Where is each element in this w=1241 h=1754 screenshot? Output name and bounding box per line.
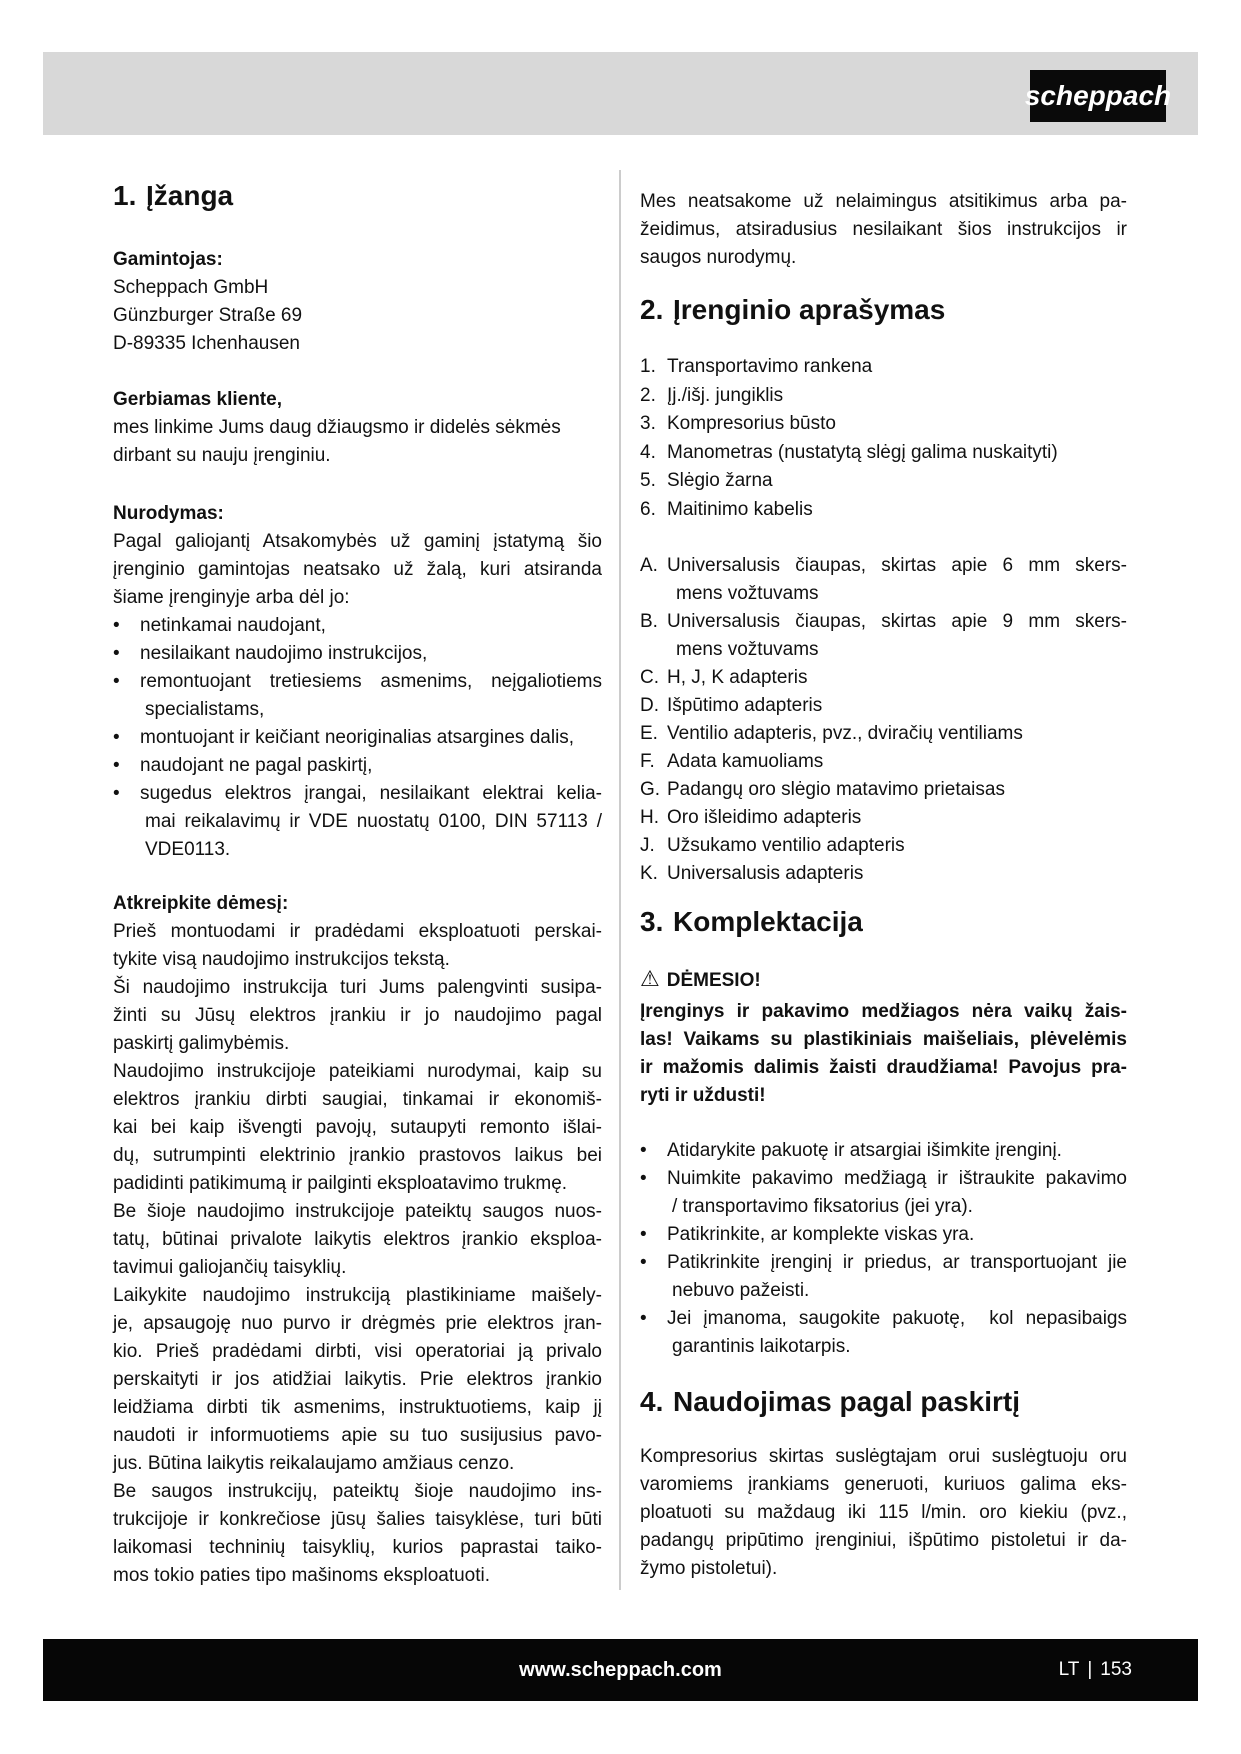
text-line: ryti ir uždusti! (640, 1085, 766, 1106)
text-line: mens vožtuvams (676, 639, 819, 660)
list-item (640, 832, 1127, 860)
text-line: Ši naudojimo instrukcija turi Jums palengvinti susipa- (113, 977, 602, 998)
section-heading-4 (640, 1384, 1127, 1420)
list-item-text (667, 1165, 1127, 1221)
list-item-text (667, 776, 1127, 804)
list-item (640, 748, 1127, 776)
list-marker: D. (640, 695, 659, 716)
text-line: kai bei kaip išvengti pavojų, sutaupyti remonto išlai- (113, 1117, 602, 1138)
list-item (640, 382, 1127, 411)
list-marker: • (113, 671, 120, 692)
text-line: H, J, K adapteris (667, 667, 808, 688)
text-line: Adata kamuoliams (667, 751, 824, 772)
list-item (640, 664, 1127, 692)
adapter-list (640, 552, 1127, 888)
list-item (640, 496, 1127, 525)
list-item-text (667, 496, 1127, 525)
list-item (640, 720, 1127, 748)
list-item-text (667, 1305, 1127, 1361)
heading-title: Komplektacija (673, 906, 863, 937)
list-item (640, 1305, 1127, 1361)
text-line: Kompresorius būsto (667, 413, 836, 434)
text-line: Laikykite naudojimo instrukciją plastikiniame maišely- (113, 1285, 602, 1306)
text-line: kio. Prieš pradėdami dirbti, visi operatoriai ją privalo (113, 1341, 602, 1362)
list-marker: J. (640, 835, 655, 856)
column-divider (619, 170, 621, 1590)
list-item-text (667, 832, 1127, 860)
text-line: Maitinimo kabelis (667, 498, 813, 520)
text-line: sugedus elektros įrangai, nesilaikant elektrai kelia- (140, 783, 602, 804)
text-line: dų, sutrumpinti elektrinio įrankio prastovos laikus bei (113, 1145, 602, 1166)
list-marker: 1. (640, 356, 656, 377)
attention-label: Atkreipkite dėmesį: (113, 893, 289, 914)
manufacturer-label: Gamintojas: (113, 249, 223, 270)
text-line: elektros įrankiu dirbti saugiai, tinkamai ir ekonomiš- (113, 1089, 602, 1110)
text-line: Patikrinkite įrenginį ir priedus, ar transportuojant jie (667, 1252, 1127, 1273)
list-marker: 2. (640, 384, 656, 406)
text-line: Be saugos instrukcijų, pateiktų šioje naudojimo ins- (113, 1481, 602, 1502)
list-item-text (667, 860, 1127, 888)
list-item (640, 410, 1127, 439)
list-item-text (667, 608, 1127, 664)
text-line: Patikrinkite, ar komplekte viskas yra. (667, 1224, 975, 1245)
footer-language: LT (1058, 1659, 1080, 1680)
heading-number: 2. (640, 294, 664, 325)
list-marker: 3. (640, 413, 656, 434)
text-line: žeidimus, atsiradusius nesilaikant šios instrukcijos ir (640, 219, 1127, 240)
text-line: ploatuoti su maždaug iki 115 l/min. oro kiekiu (pvz., (640, 1502, 1127, 1523)
list-item-text (667, 552, 1127, 608)
list-item-text (667, 1249, 1127, 1305)
text-line: Be šioje naudojimo instrukcijoje pateiktų saugos nuos- (113, 1201, 602, 1222)
list-item (113, 612, 602, 640)
warning-paragraph (640, 998, 1127, 1110)
header-bar (43, 52, 1198, 135)
list-marker: • (640, 1308, 647, 1329)
heading-number: 3. (640, 906, 664, 937)
list-item-text (140, 780, 602, 864)
list-marker: A. (640, 555, 658, 576)
list-item-text (667, 353, 1127, 382)
list-item-text (667, 692, 1127, 720)
text-line: ir mažomis dalimis žaisti draudžiama! Pavojus pra- (640, 1057, 1127, 1078)
text-line: tykite visą naudojimo instrukcijos tekstą. (113, 949, 450, 970)
usage-paragraph (640, 1443, 1127, 1583)
list-item-text (140, 724, 602, 752)
text-line: Įj./išj. jungiklis (667, 384, 784, 406)
text-line: Günzburger Straße 69 (113, 305, 303, 326)
list-marker: • (113, 783, 120, 804)
heading-title: Įžanga (146, 180, 234, 211)
list-marker: • (113, 727, 120, 748)
text-line: Universalusis čiaupas, skirtas apie 6 mm skers- (667, 555, 1127, 576)
text-line: Atidarykite pakuotę ir atsargiai išimkite įrenginį. (667, 1140, 1062, 1161)
text-line: naudoti ir informuotiems apie su tuo susijusius pavo- (113, 1425, 602, 1446)
section-heading-1 (113, 178, 602, 214)
text-line: je, apsaugoję nuo purvo ir drėgmės prie elektros įran- (113, 1313, 602, 1334)
list-item-text (667, 664, 1127, 692)
warning-triangle-icon: ⚠ (640, 966, 660, 991)
scheppach-logo-text: scheppach (1024, 80, 1172, 111)
list-item (113, 780, 602, 864)
unpack-bullet-list (640, 1137, 1127, 1361)
list-item-text (667, 382, 1127, 411)
list-marker: 4. (640, 441, 656, 463)
footer-website: www.scheppach.com (519, 1658, 722, 1681)
text-line: nesilaikant naudojimo instrukcijos, (140, 643, 428, 664)
note-label: Nurodymas: (113, 503, 224, 524)
text-line: Ventilio adapteris, pvz., dviračių ventiliams (667, 723, 1023, 744)
list-item-text (667, 1137, 1127, 1165)
warning-label: DĖMESIO! (666, 970, 761, 991)
text-line: mes linkime Jums daug džiaugsmo ir didelės sėkmės (113, 417, 561, 438)
text-line: Jei įmanoma, saugokite pakuotę, kol nepasibaigs (667, 1308, 1127, 1329)
text-line: trukcijoje ir konkrečiose jūsų šalies taisyklėse, turi būti (113, 1509, 602, 1530)
footer-page: 153 (1100, 1659, 1132, 1680)
note-paragraph (113, 528, 602, 612)
text-line: tavimui galiojančių taisyklių. (113, 1257, 347, 1278)
text-line: Slėgio žarna (667, 470, 773, 491)
list-item (113, 724, 602, 752)
text-line: Naudojimo instrukcijoje pateikiami nurodymai, kaip su (113, 1061, 602, 1082)
list-marker: • (640, 1168, 647, 1189)
text-line: padidinti patikimumą ir pailginti eksploatavimo trukmę. (113, 1173, 568, 1194)
list-marker: F. (640, 751, 655, 772)
text-line: laikomasi techninių taisyklių, kurios paprastai taiko- (113, 1537, 602, 1558)
list-item-text (140, 640, 602, 668)
list-item (640, 552, 1127, 608)
disclaimer-paragraph (640, 188, 1127, 272)
list-marker: • (113, 643, 120, 664)
footer-page-number (1059, 1639, 1132, 1701)
list-item (640, 776, 1127, 804)
attention-paragraphs (113, 918, 602, 1590)
text-line: mens vožtuvams (676, 583, 819, 604)
text-line: D-89335 Ichenhausen (113, 333, 300, 354)
list-item (640, 804, 1127, 832)
text-line: Scheppach GmbH (113, 277, 269, 298)
list-item-text (667, 720, 1127, 748)
list-item (640, 353, 1127, 382)
text-line: leidžiama dirbti tik asmenims, instruktuotiems, kaip jį (113, 1397, 602, 1418)
text-line: žymo pistoletui). (640, 1558, 778, 1579)
text-line: garantinis laikotarpis. (672, 1336, 851, 1357)
list-item (640, 1137, 1127, 1165)
text-line: Nuimkite pakavimo medžiagą ir ištraukite pakavimo (667, 1168, 1127, 1189)
list-item (640, 439, 1127, 468)
section-heading-3 (640, 904, 1127, 940)
list-item (640, 1221, 1127, 1249)
text-line: jus. Būtina laikytis reikalaujamo amžiaus cenzo. (113, 1453, 515, 1474)
list-item (640, 860, 1127, 888)
heading-number: 1. (113, 180, 137, 211)
text-line: dirbant su nauju įrenginiu. (113, 445, 331, 466)
text-line: Išpūtimo adapteris (667, 695, 823, 716)
text-line: padangų pripūtimo įrenginiui, išpūtimo pistoletui ir da- (640, 1530, 1127, 1551)
note-bullet-list (113, 612, 602, 864)
list-item-text (667, 467, 1127, 496)
text-line: Padangų oro slėgio matavimo prietaisas (667, 779, 1005, 800)
warning-heading (640, 964, 1127, 996)
text-line: Universalusis adapteris (667, 863, 864, 884)
list-item (113, 668, 602, 724)
list-marker: • (640, 1252, 647, 1273)
list-item-text (140, 612, 602, 640)
text-line: naudojant ne pagal paskirtį, (140, 755, 373, 776)
text-line: tatų, būtinai privalote laikytis elektros įrankio eksploa- (113, 1229, 602, 1250)
list-item-text (667, 1221, 1127, 1249)
text-line: netinkamai naudojant, (140, 615, 326, 636)
list-marker: E. (640, 723, 658, 744)
list-item-text (140, 668, 602, 724)
text-line: Oro išleidimo adapteris (667, 807, 862, 828)
right-column (640, 188, 1127, 1583)
list-marker: 5. (640, 470, 656, 491)
text-line: Prieš montuodami ir pradėdami eksploatuoti perskai- (113, 921, 602, 942)
list-item-text (667, 804, 1127, 832)
list-item (640, 1249, 1127, 1305)
left-column (113, 178, 602, 1590)
list-item (640, 692, 1127, 720)
list-marker: • (640, 1224, 647, 1245)
text-line: įrenginio gamintojas neatsako už žalą, kuri atsiranda (113, 559, 602, 580)
text-line: Mes neatsakome už nelaimingus atsitikimus arba pa- (640, 191, 1127, 212)
list-item (640, 467, 1127, 496)
list-marker: C. (640, 667, 659, 688)
list-item (113, 752, 602, 780)
text-line: Įrenginys ir pakavimo medžiagos nėra vaikų žais- (640, 1001, 1127, 1022)
list-marker: K. (640, 863, 658, 884)
heading-title: Naudojimas pagal paskirtį (673, 1386, 1020, 1417)
text-line: specialistams, (145, 699, 265, 720)
text-line: mai reikalavimų ir VDE nuostatų 0100, DIN 57113 / (145, 811, 602, 832)
text-line: Manometras (nustatytą slėgį galima nuskaityti) (667, 441, 1058, 463)
text-line: Transportavimo rankena (667, 356, 873, 377)
footer-separator: | (1087, 1659, 1093, 1680)
list-item (640, 608, 1127, 664)
footer-bar (43, 1639, 1198, 1701)
text-line: Pagal galiojantį Atsakomybės už gaminį įstatymą šio (113, 531, 602, 552)
text-line: perskaityti ir jos atidžiai laikytis. Prie elektros įrankio (113, 1369, 602, 1390)
text-line: žinti su Jūsų elektros įrankiu ir jo naudojimo pagal (113, 1005, 602, 1026)
list-item (113, 640, 602, 668)
text-line: paskirtį galimybėmis. (113, 1033, 290, 1054)
list-item-text (667, 748, 1127, 776)
text-line: Universalusis čiaupas, skirtas apie 9 mm skers- (667, 611, 1127, 632)
device-parts-list (640, 353, 1127, 524)
text-line: montuojant ir keičiant neoriginalias atsargines dalis, (140, 727, 575, 748)
text-line: Kompresorius skirtas suslėgtajam orui suslėgtuoju oru (640, 1446, 1127, 1467)
text-line: Užsukamo ventilio adapteris (667, 835, 905, 856)
text-line: / transportavimo fiksatorius (jei yra). (672, 1196, 973, 1217)
customer-text (113, 414, 602, 470)
heading-number: 4. (640, 1386, 664, 1417)
list-marker: • (113, 755, 120, 776)
text-line: las! Vaikams su plastikiniais maišeliais, plėvelėmis (640, 1029, 1127, 1050)
text-line: nebuvo pažeisti. (672, 1280, 810, 1301)
list-marker: H. (640, 807, 659, 828)
text-line: VDE0113. (145, 839, 231, 860)
scheppach-logo (1024, 70, 1172, 122)
section-heading-2 (640, 292, 1127, 328)
text-line: šiame įrenginyje arba dėl jo: (113, 587, 350, 608)
list-marker: • (640, 1140, 647, 1161)
list-item-text (667, 439, 1127, 468)
list-marker: G. (640, 779, 661, 800)
text-line: mos tokio paties tipo mašinoms eksploatuoti. (113, 1565, 491, 1586)
list-marker: 6. (640, 498, 656, 520)
text-line: remontuojant tretiesiems asmenims, neįgaliotiems (140, 671, 602, 692)
list-marker: • (113, 615, 120, 636)
manufacturer-address (113, 274, 602, 358)
text-line: saugos nurodymų. (640, 247, 797, 268)
heading-title: Įrenginio aprašymas (673, 294, 946, 325)
list-item-text (667, 410, 1127, 439)
list-item (640, 1165, 1127, 1221)
customer-label: Gerbiamas kliente, (113, 389, 282, 410)
text-line: varomiems įrankiams generuoti, kuriuos galima eks- (640, 1474, 1127, 1495)
list-item-text (140, 752, 602, 780)
list-marker: B. (640, 611, 658, 632)
